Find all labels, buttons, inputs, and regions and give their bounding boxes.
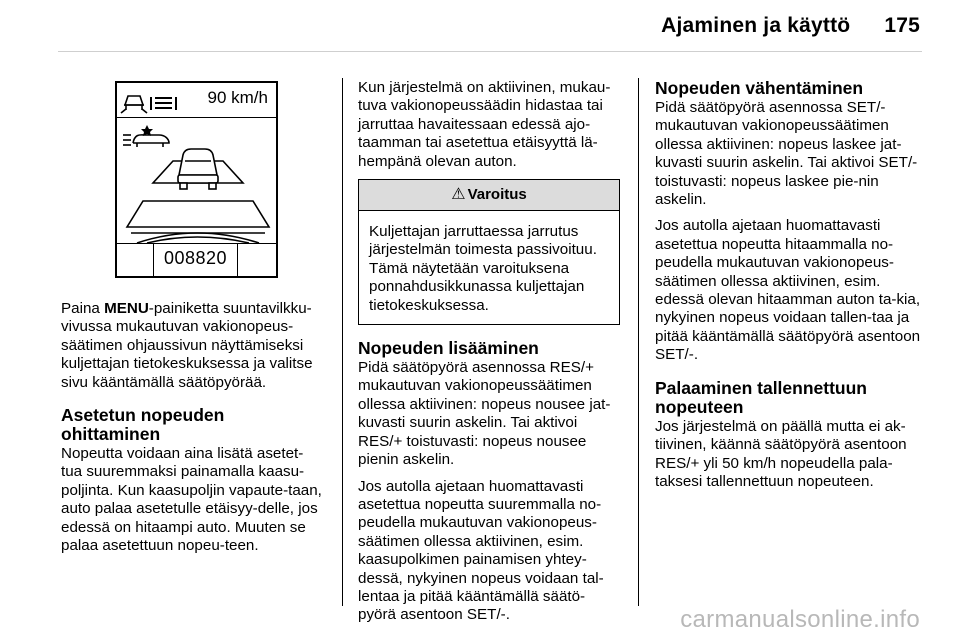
column-divider [638, 78, 639, 606]
vehicle-ahead-icon [178, 149, 218, 189]
heading-override-speed: Asetetun nopeuden ohittaminen [61, 405, 225, 445]
column-2 [358, 79, 620, 633]
driver-info-display [115, 81, 278, 278]
heading-decrease-speed: Nopeuden vähentäminen [655, 78, 864, 98]
header-divider [58, 51, 922, 52]
paragraph-decrease-speed-2: Jos autolla ajetaan huomattavasti asetettua nopeutta hitaammalla no-peudella mukautuvan vakionopeus-säätimen ollessa aktiivinen, esim. edessä olevan hitaamman auton ta-kia, nykyinen nopeus voidaan tallen-taa ja pitää kääntämällä säätöpyörä asentoon SET/-. [655, 217, 921, 364]
warning-text: Kuljettajan jarruttaessa jarrutus järjestelmän toimesta passivoituu. Tämä näytetään varoituksena ponnahdusikkunassa kuljettajan tietokeskuksessa. [369, 223, 597, 314]
paragraph-resume-speed: Jos järjestelmä on päällä mutta ei ak-tiivinen, käännä säätöpyörä asentoon RES/+ yli 50 km/h nopeudella pala-taksesi tallennettuun nopeuteen. [655, 417, 907, 490]
odometer-area [117, 243, 276, 276]
heading-increase-speed: Nopeuden lisääminen [358, 338, 539, 359]
column-1 [61, 76, 323, 563]
odometer-readout: 008820 [153, 243, 238, 276]
intro-text-start: Paina [61, 300, 105, 317]
paragraph-increase-speed-2: Jos autolla ajetaan huomattavasti asetettua nopeutta suuremmalla no-peudella mukautuvan vakionopeus-säätimen ollessa aktiivinen, esim. kaasupolkimen painamisen yhtey-dessä, nykyinen nopeus voidaan tal-lentaa ja pitää kääntämällä säätö-pyörä asentoon SET/-. [358, 477, 604, 624]
distance-level-icon [151, 97, 176, 110]
menu-key-label: MENU [104, 300, 149, 317]
warning-icon: ⚠ [451, 186, 466, 204]
heading-resume-speed: Palaaminen tallennettuun nopeuteen [655, 377, 867, 417]
column-divider [342, 78, 343, 606]
page-header [661, 14, 920, 38]
warning-box [358, 179, 620, 325]
watermark: carmanualsonline.info [680, 606, 920, 633]
paragraph-increase-speed-1: Pidä säätöpyörä asennossa RES/+ mukautuvan vakionopeussäätimen ollessa aktiivinen: nopeus nousee jat-kuvasti suurin askelin. Tai aktivoi RES/+ toistuvasti: nopeus nousee pienin askelin. [358, 359, 611, 469]
intro-text-rest: -painiketta suuntavilkku-vivussa mukautuvan vakionopeus-säätimen ohjaussivun näyttämiseksi kuljettajan tietokeskuksessa ja valitse sivu kääntämällä säätöpyörää. [61, 300, 313, 391]
warning-title: Varoitus [467, 186, 527, 204]
chapter-title: Ajaminen ja käyttö [661, 14, 851, 37]
set-speed-readout: 90 km/h [207, 88, 268, 107]
paragraph-braking: Kun järjestelmä on aktiivinen, mukau-tuva vakionopeussäädin hidastaa tai jarruttaa havaitessaan edessä ajo-taamman tai asetettua etäisyyttä lä-hempänä olevan auton. [358, 79, 611, 170]
column-3 [655, 79, 921, 499]
intro-paragraph [61, 300, 323, 392]
distance-car-icon [121, 96, 147, 113]
warning-header [359, 180, 619, 211]
instrument-display-figure [68, 76, 320, 288]
paragraph-override-speed: Nopeutta voidaan aina lisätä asetet-tua suuremmaksi painamalla kaasu-poljinta. Kun kaasupoljin vapaute-taan, auto palaa asetetulle etäisyy-delle, jos edessä on hitaampi auto. Muuten se palaa asetettuun nopeu-teen. [61, 445, 322, 555]
adaptive-cruise-icon [123, 125, 169, 147]
paragraph-decrease-speed-1: Pidä säätöpyörä asennossa SET/-mukautuvan vakionopeussäätimen ollessa aktiivinen: nopeus laskee jat-kuvasti suurin askelin. Tai aktivoi SET/- toistuvasti: nopeus laskee pie-nin askelin. [655, 99, 918, 209]
page-number: 175 [884, 14, 920, 37]
